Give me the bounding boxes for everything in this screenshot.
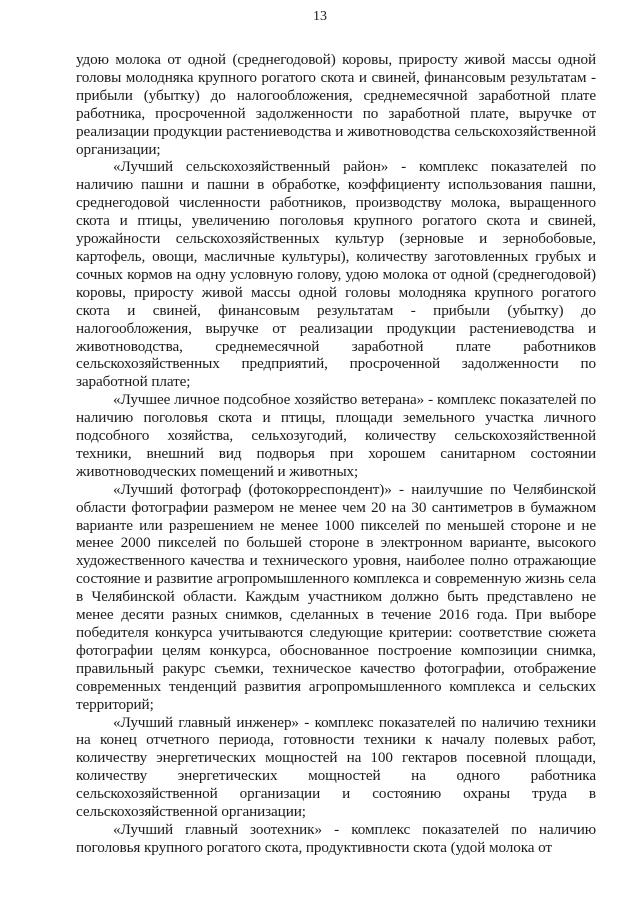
paragraph: «Лучший главный зоотехник» - комплекс показателей по наличию поголовья крупного рогатого скота, продуктивности скота (удой молока от [76, 820, 596, 856]
paragraph: «Лучший главный инженер» - комплекс показателей по наличию техники на конец отчетного периода, готовности техники к началу полевых работ, количеству энергетических мощностей на 100 гектаров посевной площади, количеству энергетических мощностей на одного работника сельскохозяйственной организации и состоянию охраны труда в сельскохозяйственной организации; [76, 713, 596, 821]
paragraph: удою молока от одной (среднегодовой) коровы, приросту живой массы одной головы молодняка крупного рогатого скота и свиней, финансовым результатам - прибыли (убытку) до налогообложения, среднемесячной заработной плате работника, просроченной задолженности по заработной плате, выручке от реализации продукции растениеводства и животноводства сельскохозяйственной организации; [76, 51, 596, 158]
page-number: 13 [313, 9, 327, 24]
document-body [76, 51, 596, 857]
paragraph: «Лучший фотограф (фотокорреспондент)» - наилучшие по Челябинской области фотографии размером не менее чем 20 на 30 сантиметров в бумажном варианте или разрешением не менее 1000 пикселей по меньшей стороне и не менее 2000 пикселей по большей стороне в электронном варианте, высокого художественного качества и технического уровня, наиболее полно отражающие состояние и развитие агропромышленного комплекса и современную жизнь села в Челябинской области. Каждым участником должно быть представлено не менее десяти разных снимков, сделанных в течение 2016 года. При выборе победителя конкурса учитываются следующие критерии: соответствие сюжета фотографии целям конкурса, обоснованное построение композиции снимка, правильный ракурс съемки, техническое качество фотографии, отображение современных тенденций развития агропромышленного комплекса и сельских территорий; [76, 480, 596, 713]
paragraph: «Лучшее личное подсобное хозяйство ветерана» - комплекс показателей по наличию поголовья скота и птицы, площади земельного участка личного подсобного хозяйства, сельхозугодий, количеству сельскохозяйственной техники, внешний вид подворья при хорошем санитарном состоянии животноводческих помещений и животных; [76, 391, 596, 480]
paragraph: «Лучший сельскохозяйственный район» - комплекс показателей по наличию пашни и пашни в обработке, коэффициенту использования пашни, среднегодовой численности работников, производству молока, выращенного скота и птицы, увеличению поголовья крупного рогатого скота и свиней, урожайности сельскохозяйственных культур (зерновые и зернобобовые, картофель, овощи, масличные культуры), количеству заготовленных грубых и сочных кормов на одну условную голову, удою молока от одной (среднегодовой) коровы, приросту живой массы одной головы молодняка крупного рогатого скота и свиней, финансовым результатам - прибыли (убытку) до налогообложения, выручке от реализации продукции растениеводства и животноводства, среднемесячной заработной плате работников сельскохозяйственных предприятий, просроченной задолженности по заработной плате; [76, 158, 596, 391]
